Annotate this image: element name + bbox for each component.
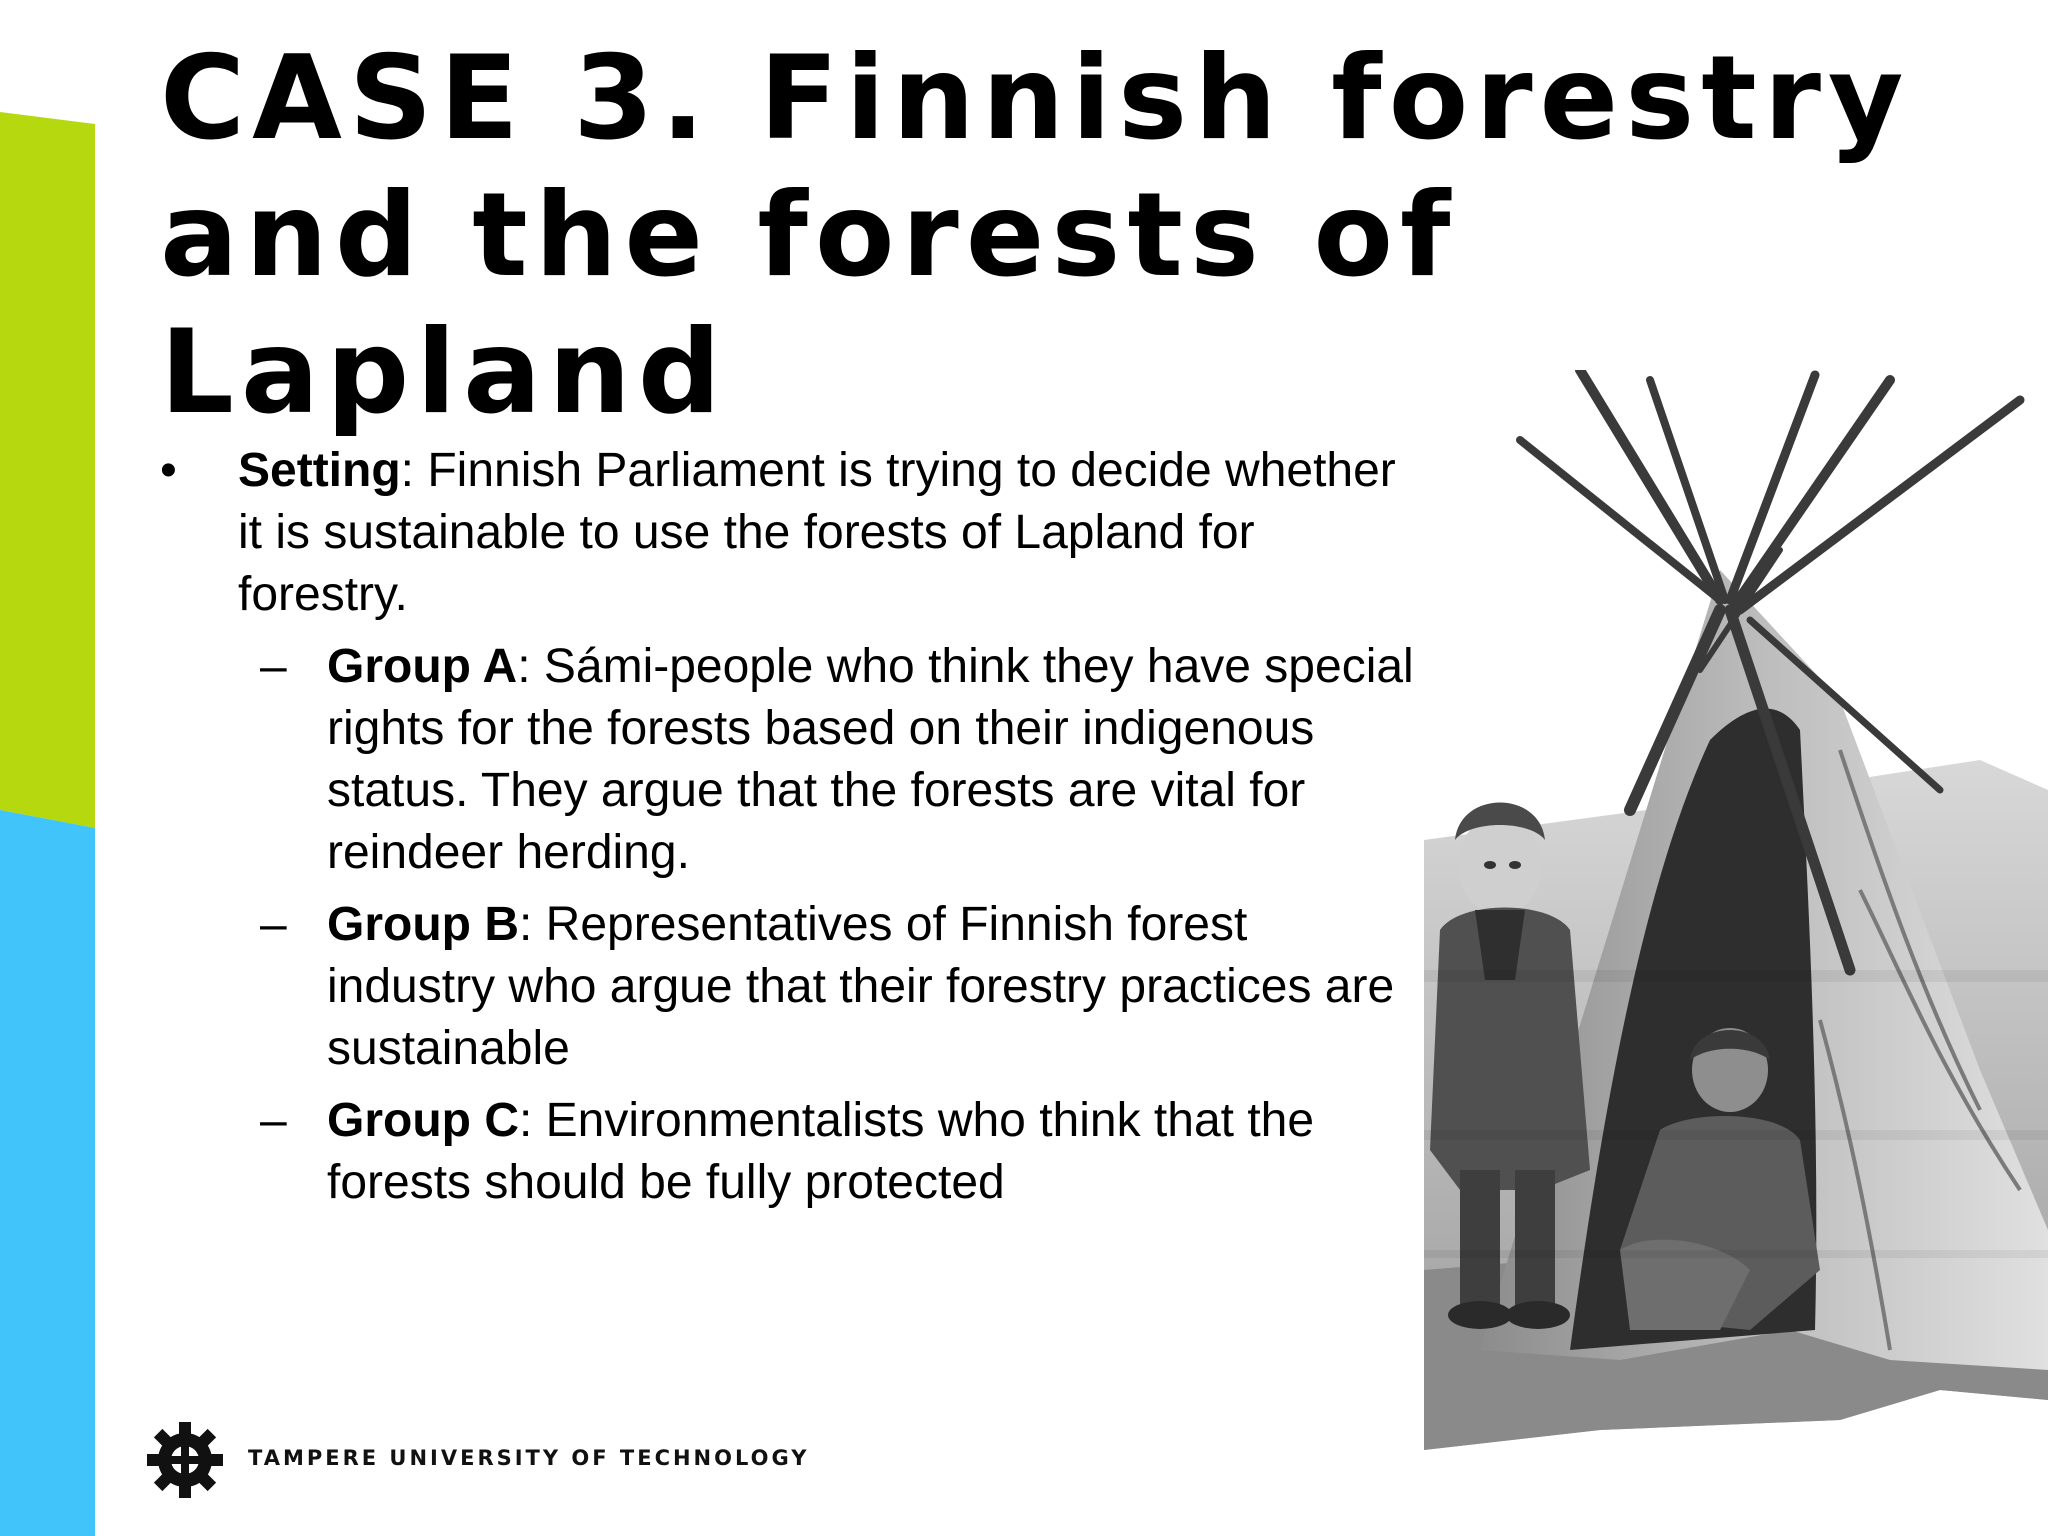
sami-tent-photo <box>1420 370 2048 1450</box>
group-text: : Environmentalists who think that the forests should be fully protected <box>327 1094 1315 1209</box>
group-label: Group A <box>327 640 518 693</box>
bullet-marker: • <box>160 444 177 497</box>
group-item-b <box>160 894 1420 1080</box>
dash-marker: – <box>260 1094 287 1147</box>
slide-title: CASE 3. Finnish forestry and the forests of Lapland <box>160 31 1911 440</box>
bullet-setting <box>160 440 1420 626</box>
bullet-label: Setting <box>238 444 401 497</box>
group-list <box>160 636 1420 1214</box>
group-text: : Representatives of Finnish forest industry who argue that their forestry practices are sustainable <box>327 898 1395 1075</box>
gear-cog-icon <box>145 1420 225 1500</box>
group-text: : Sámi-people who think they have special rights for the forests based on their indigenous status. They argue that the forests are vital for reindeer herding. <box>327 640 1414 879</box>
group-label: Group B <box>327 898 519 951</box>
bullet-text: : Finnish Parliament is trying to decide whether it is sustainable to use the forests of Lapland for forestry. <box>238 444 1396 621</box>
dash-marker: – <box>260 898 287 951</box>
group-item-a <box>160 636 1420 884</box>
accent-bar <box>0 0 95 1536</box>
slide-body <box>160 440 1420 1224</box>
institution-name: TAMPERE UNIVERSITY OF TECHNOLOGY <box>248 1446 810 1470</box>
accent-bar-green <box>0 112 95 828</box>
group-label: Group C <box>327 1094 519 1147</box>
accent-bar-blue <box>0 810 95 1536</box>
group-item-c <box>160 1090 1420 1214</box>
dash-marker: – <box>260 640 287 693</box>
